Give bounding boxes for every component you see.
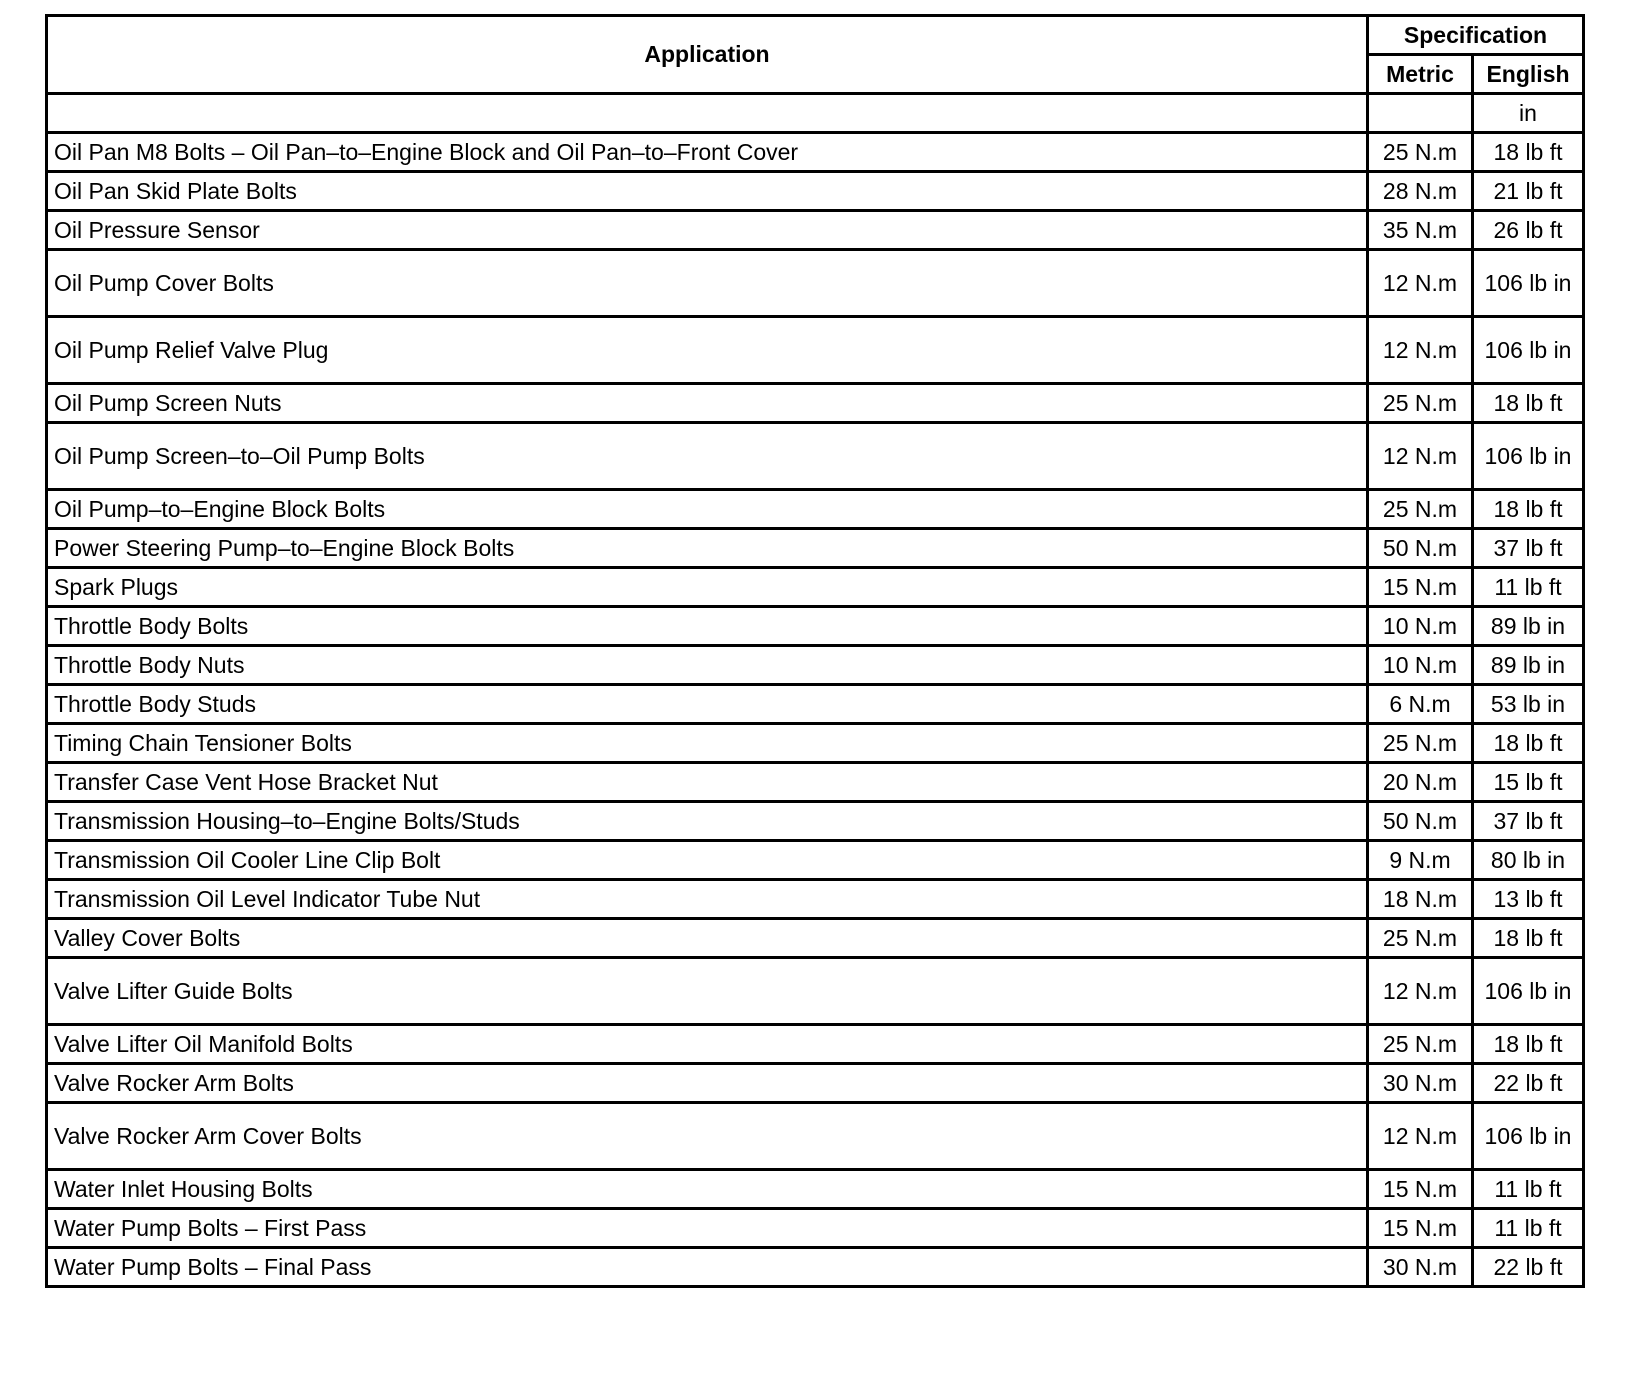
application-cell: Water Pump Bolts – First Pass (47, 1209, 1368, 1248)
english-cell: 26 lb ft (1473, 211, 1584, 250)
application-cell: Oil Pump Relief Valve Plug (47, 317, 1368, 384)
application-cell: Throttle Body Bolts (47, 607, 1368, 646)
application-cell: Oil Pump Cover Bolts (47, 250, 1368, 317)
table-row (47, 211, 1584, 250)
application-cell: Oil Pan Skid Plate Bolts (47, 172, 1368, 211)
table-row (47, 724, 1584, 763)
unit-row-english: in (1473, 94, 1584, 133)
table-row (47, 529, 1584, 568)
table-row (47, 317, 1584, 384)
application-cell: Throttle Body Nuts (47, 646, 1368, 685)
english-cell: 80 lb in (1473, 841, 1584, 880)
metric-cell: 10 N.m (1368, 646, 1473, 685)
metric-cell: 25 N.m (1368, 1025, 1473, 1064)
metric-cell: 10 N.m (1368, 607, 1473, 646)
english-cell: 37 lb ft (1473, 802, 1584, 841)
english-cell: 106 lb in (1473, 958, 1584, 1025)
english-cell: 18 lb ft (1473, 919, 1584, 958)
english-cell: 18 lb ft (1473, 133, 1584, 172)
table-row (47, 763, 1584, 802)
table-row (47, 1103, 1584, 1170)
english-cell: 18 lb ft (1473, 1025, 1584, 1064)
table-row (47, 423, 1584, 490)
application-cell: Oil Pan M8 Bolts – Oil Pan–to–Engine Block and Oil Pan–to–Front Cover (47, 133, 1368, 172)
application-cell: Oil Pump Screen Nuts (47, 384, 1368, 423)
application-cell: Valve Lifter Oil Manifold Bolts (47, 1025, 1368, 1064)
metric-cell: 18 N.m (1368, 880, 1473, 919)
english-cell: 18 lb ft (1473, 490, 1584, 529)
english-cell: 22 lb ft (1473, 1064, 1584, 1103)
metric-cell: 50 N.m (1368, 802, 1473, 841)
english-cell: 53 lb in (1473, 685, 1584, 724)
metric-cell: 12 N.m (1368, 1103, 1473, 1170)
english-cell: 18 lb ft (1473, 384, 1584, 423)
application-cell: Valve Lifter Guide Bolts (47, 958, 1368, 1025)
application-cell: Transfer Case Vent Hose Bracket Nut (47, 763, 1368, 802)
english-cell: 106 lb in (1473, 250, 1584, 317)
table-row (47, 384, 1584, 423)
unit-row (47, 94, 1584, 133)
metric-cell: 25 N.m (1368, 133, 1473, 172)
table-row (47, 490, 1584, 529)
table-row (47, 646, 1584, 685)
english-cell: 106 lb in (1473, 423, 1584, 490)
table-row (47, 172, 1584, 211)
header-metric: Metric (1368, 55, 1473, 94)
application-cell: Water Pump Bolts – Final Pass (47, 1248, 1368, 1287)
torque-spec-table (45, 14, 1585, 1288)
english-cell: 89 lb in (1473, 646, 1584, 685)
table-row (47, 802, 1584, 841)
table-row (47, 607, 1584, 646)
table-row (47, 1025, 1584, 1064)
metric-cell: 6 N.m (1368, 685, 1473, 724)
table-row (47, 250, 1584, 317)
metric-cell: 9 N.m (1368, 841, 1473, 880)
english-cell: 11 lb ft (1473, 1209, 1584, 1248)
application-cell: Oil Pump–to–Engine Block Bolts (47, 490, 1368, 529)
table-row (47, 1064, 1584, 1103)
english-cell: 11 lb ft (1473, 568, 1584, 607)
metric-cell: 30 N.m (1368, 1248, 1473, 1287)
table-row (47, 685, 1584, 724)
metric-cell: 15 N.m (1368, 1209, 1473, 1248)
table-row (47, 568, 1584, 607)
metric-cell: 15 N.m (1368, 1170, 1473, 1209)
application-cell: Oil Pump Screen–to–Oil Pump Bolts (47, 423, 1368, 490)
table-row (47, 919, 1584, 958)
metric-cell: 12 N.m (1368, 250, 1473, 317)
unit-row-metric (1368, 94, 1473, 133)
header-application: Application (47, 16, 1368, 94)
application-cell: Timing Chain Tensioner Bolts (47, 724, 1368, 763)
metric-cell: 50 N.m (1368, 529, 1473, 568)
application-cell: Valley Cover Bolts (47, 919, 1368, 958)
english-cell: 21 lb ft (1473, 172, 1584, 211)
metric-cell: 25 N.m (1368, 384, 1473, 423)
application-cell: Oil Pressure Sensor (47, 211, 1368, 250)
table-row (47, 841, 1584, 880)
application-cell: Transmission Housing–to–Engine Bolts/Studs (47, 802, 1368, 841)
english-cell: 13 lb ft (1473, 880, 1584, 919)
table-row (47, 958, 1584, 1025)
metric-cell: 15 N.m (1368, 568, 1473, 607)
table-row (47, 1170, 1584, 1209)
metric-cell: 30 N.m (1368, 1064, 1473, 1103)
metric-cell: 35 N.m (1368, 211, 1473, 250)
application-cell: Transmission Oil Cooler Line Clip Bolt (47, 841, 1368, 880)
header-row-top (47, 16, 1584, 55)
metric-cell: 25 N.m (1368, 490, 1473, 529)
metric-cell: 25 N.m (1368, 724, 1473, 763)
application-cell: Transmission Oil Level Indicator Tube Nut (47, 880, 1368, 919)
table-row (47, 880, 1584, 919)
application-cell: Power Steering Pump–to–Engine Block Bolts (47, 529, 1368, 568)
table-row (47, 1209, 1584, 1248)
header-english: English (1473, 55, 1584, 94)
application-cell: Water Inlet Housing Bolts (47, 1170, 1368, 1209)
english-cell: 37 lb ft (1473, 529, 1584, 568)
application-cell: Spark Plugs (47, 568, 1368, 607)
application-cell: Valve Rocker Arm Bolts (47, 1064, 1368, 1103)
application-cell: Valve Rocker Arm Cover Bolts (47, 1103, 1368, 1170)
metric-cell: 12 N.m (1368, 958, 1473, 1025)
table-row (47, 1248, 1584, 1287)
english-cell: 106 lb in (1473, 317, 1584, 384)
metric-cell: 12 N.m (1368, 423, 1473, 490)
table-row (47, 133, 1584, 172)
header-specification: Specification (1368, 16, 1584, 55)
english-cell: 22 lb ft (1473, 1248, 1584, 1287)
application-cell: Throttle Body Studs (47, 685, 1368, 724)
english-cell: 106 lb in (1473, 1103, 1584, 1170)
english-cell: 18 lb ft (1473, 724, 1584, 763)
english-cell: 15 lb ft (1473, 763, 1584, 802)
metric-cell: 12 N.m (1368, 317, 1473, 384)
metric-cell: 20 N.m (1368, 763, 1473, 802)
english-cell: 11 lb ft (1473, 1170, 1584, 1209)
metric-cell: 25 N.m (1368, 919, 1473, 958)
english-cell: 89 lb in (1473, 607, 1584, 646)
unit-row-application (47, 94, 1368, 133)
metric-cell: 28 N.m (1368, 172, 1473, 211)
